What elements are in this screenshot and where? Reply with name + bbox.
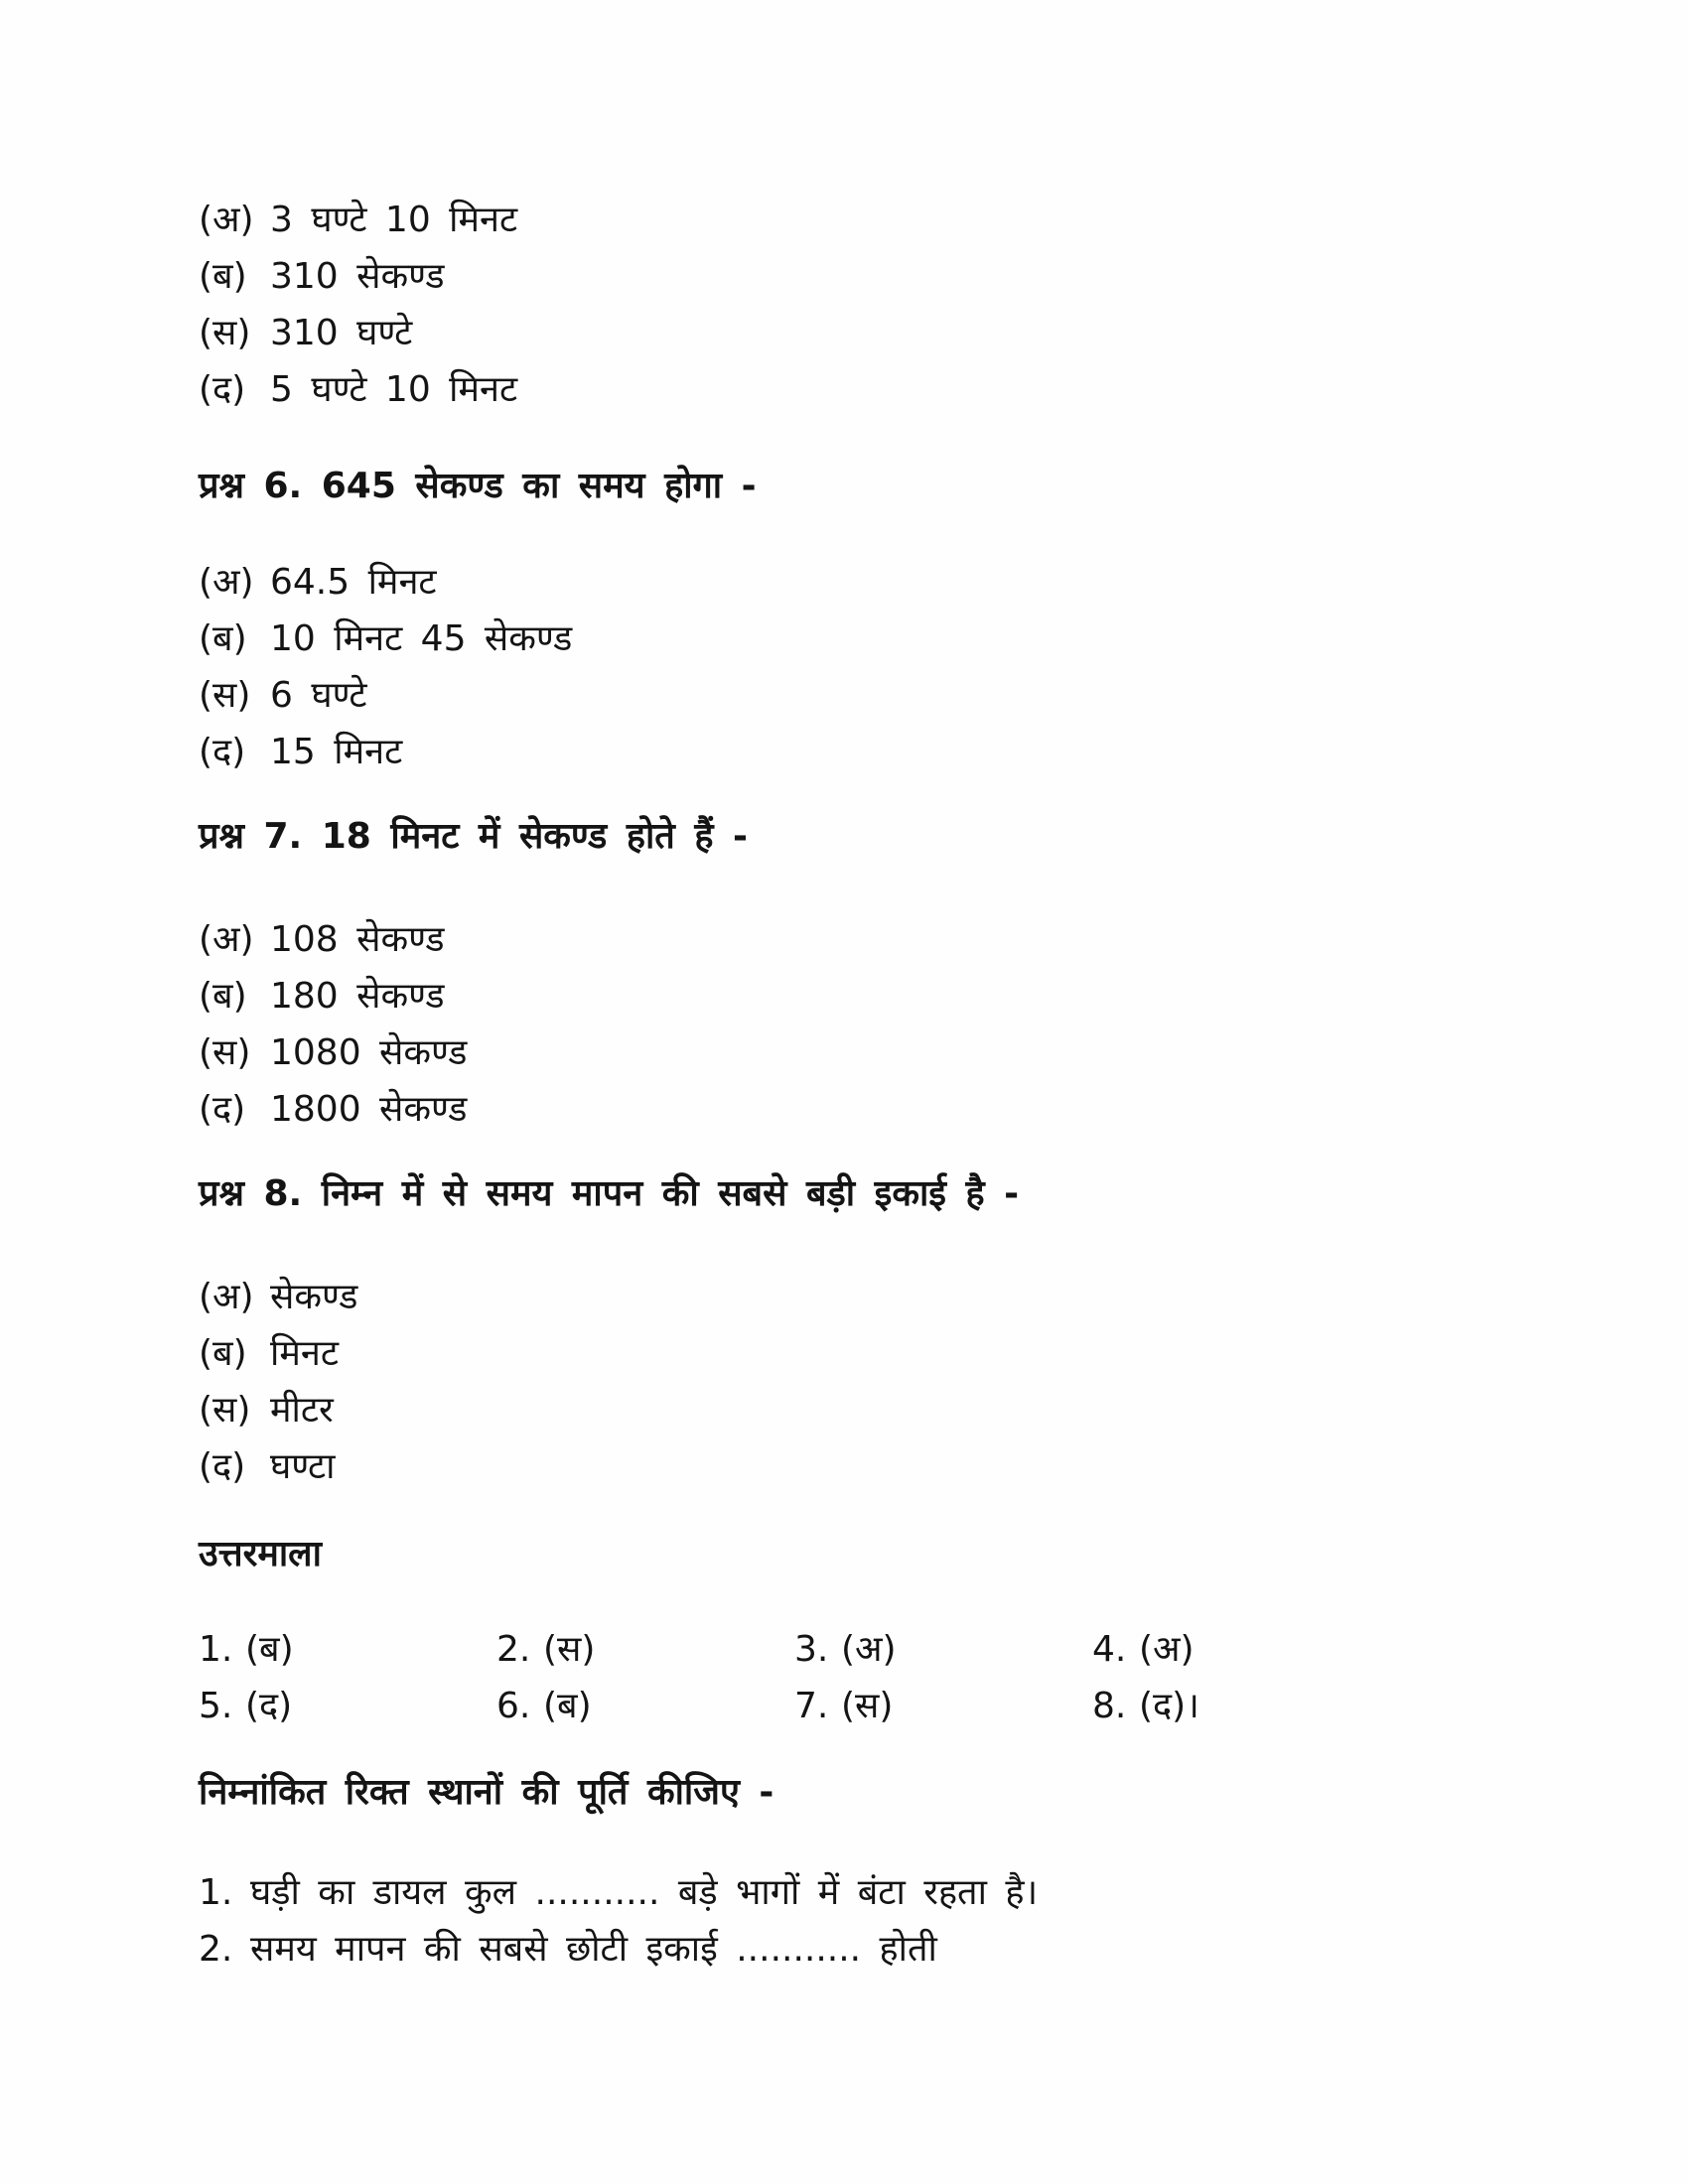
option-label: (अ) [199, 200, 254, 240]
question-heading [199, 1169, 1019, 1219]
option-text: 1800 सेकण्ड [270, 1089, 468, 1130]
answer-item [1092, 1678, 1390, 1734]
answer-item [199, 1678, 496, 1734]
option-row [199, 305, 517, 361]
option-text: 3 घण्टे 10 मिनट [270, 200, 518, 240]
answer-item [199, 1621, 496, 1678]
fill-item-number: 1. [199, 1872, 233, 1913]
answer-number: 3. [794, 1629, 829, 1670]
answer-item [496, 1678, 794, 1734]
answer-item [794, 1678, 1092, 1734]
answer-number: 6. [496, 1686, 531, 1726]
option-row [199, 911, 467, 968]
answer-item [794, 1621, 1092, 1678]
option-label: (स) [199, 1032, 251, 1073]
answer-value: (द)। [1139, 1686, 1199, 1726]
option-row [199, 248, 517, 305]
option-text: सेकण्ड [270, 1277, 358, 1317]
option-label: (अ) [199, 919, 254, 960]
option-row [199, 1382, 357, 1438]
question-number: प्रश्न 7. [199, 816, 303, 857]
option-text: 310 सेकण्ड [270, 256, 445, 297]
option-row [199, 724, 572, 780]
answer-value: (द) [245, 1686, 293, 1726]
question-text: निम्न में से समय मापन की सबसे बड़ी इकाई है - [321, 1173, 1020, 1214]
option-label: (ब) [199, 256, 247, 297]
option-label: (द) [199, 369, 246, 410]
option-text: 310 घण्टे [270, 313, 413, 353]
answer-number: 8. [1092, 1686, 1127, 1726]
option-text: 1080 सेकण्ड [270, 1032, 468, 1073]
option-row [199, 611, 572, 667]
intro-options-block [199, 192, 517, 418]
option-text: घण्टा [270, 1446, 336, 1487]
option-label: (द) [199, 732, 246, 772]
option-row [199, 1438, 357, 1495]
option-label: (द) [199, 1446, 246, 1487]
option-row [199, 192, 517, 248]
answer-number: 1. [199, 1629, 233, 1670]
question-heading [199, 462, 757, 511]
option-label: (ब) [199, 1333, 247, 1374]
option-label: (स) [199, 1390, 251, 1431]
answer-value: (अ) [841, 1629, 897, 1670]
answer-item [1092, 1621, 1390, 1678]
question-options-block [199, 554, 572, 780]
question-heading [199, 812, 748, 862]
option-text: 64.5 मिनट [270, 562, 437, 603]
question-text: 18 मिनट में सेकण्ड होते हैं - [321, 816, 748, 857]
option-label: (ब) [199, 976, 247, 1017]
option-row [199, 554, 572, 611]
answer-value: (स) [841, 1686, 894, 1726]
option-row [199, 667, 572, 724]
option-label: (अ) [199, 1277, 254, 1317]
option-label: (स) [199, 313, 251, 353]
option-row [199, 1024, 467, 1081]
option-label: (अ) [199, 562, 254, 603]
question-number: प्रश्न 6. [199, 466, 303, 506]
option-text: मिनट [270, 1333, 339, 1374]
fill-item-number: 2. [199, 1929, 233, 1970]
option-label: (द) [199, 1089, 246, 1130]
question-options-block [199, 1269, 357, 1495]
option-row [199, 1269, 357, 1325]
option-text: 15 मिनट [270, 732, 403, 772]
question-options-block [199, 911, 467, 1138]
option-text: 108 सेकण्ड [270, 919, 445, 960]
question-number: प्रश्न 8. [199, 1173, 303, 1214]
fill-item-text: समय मापन की सबसे छोटी इकाई ........... होती [250, 1929, 937, 1970]
option-row [199, 361, 517, 418]
option-row [199, 1081, 467, 1138]
answer-item [496, 1621, 794, 1678]
answer-number: 2. [496, 1629, 531, 1670]
option-text: मीटर [270, 1390, 334, 1431]
answer-number: 7. [794, 1686, 829, 1726]
option-text: 6 घण्टे [270, 675, 367, 716]
fill-blanks-list [199, 1864, 1038, 1978]
answer-value: (स) [543, 1629, 596, 1670]
option-row [199, 1325, 357, 1382]
answer-value: (ब) [543, 1686, 592, 1726]
fill-blanks-heading: निम्नांकित रिक्त स्थानों की पूर्ति कीजिए - [199, 1772, 774, 1813]
option-text: 10 मिनट 45 सेकण्ड [270, 618, 573, 659]
fill-item-text: घड़ी का डायल कुल ........... बड़े भागों में बंटा रहता है। [250, 1872, 1039, 1913]
option-label: (स) [199, 675, 251, 716]
option-row [199, 968, 467, 1024]
fill-item [199, 1864, 1038, 1921]
answer-key-heading: उत्तरमाला [199, 1534, 322, 1574]
answer-key-grid [199, 1621, 1450, 1734]
answer-value: (ब) [245, 1629, 294, 1670]
answer-number: 5. [199, 1686, 233, 1726]
option-text: 180 सेकण्ड [270, 976, 445, 1017]
answer-number: 4. [1092, 1629, 1127, 1670]
fill-item [199, 1921, 1038, 1978]
option-label: (ब) [199, 618, 247, 659]
answer-value: (अ) [1139, 1629, 1195, 1670]
option-text: 5 घण्टे 10 मिनट [270, 369, 518, 410]
question-text: 645 सेकण्ड का समय होगा - [321, 466, 757, 506]
